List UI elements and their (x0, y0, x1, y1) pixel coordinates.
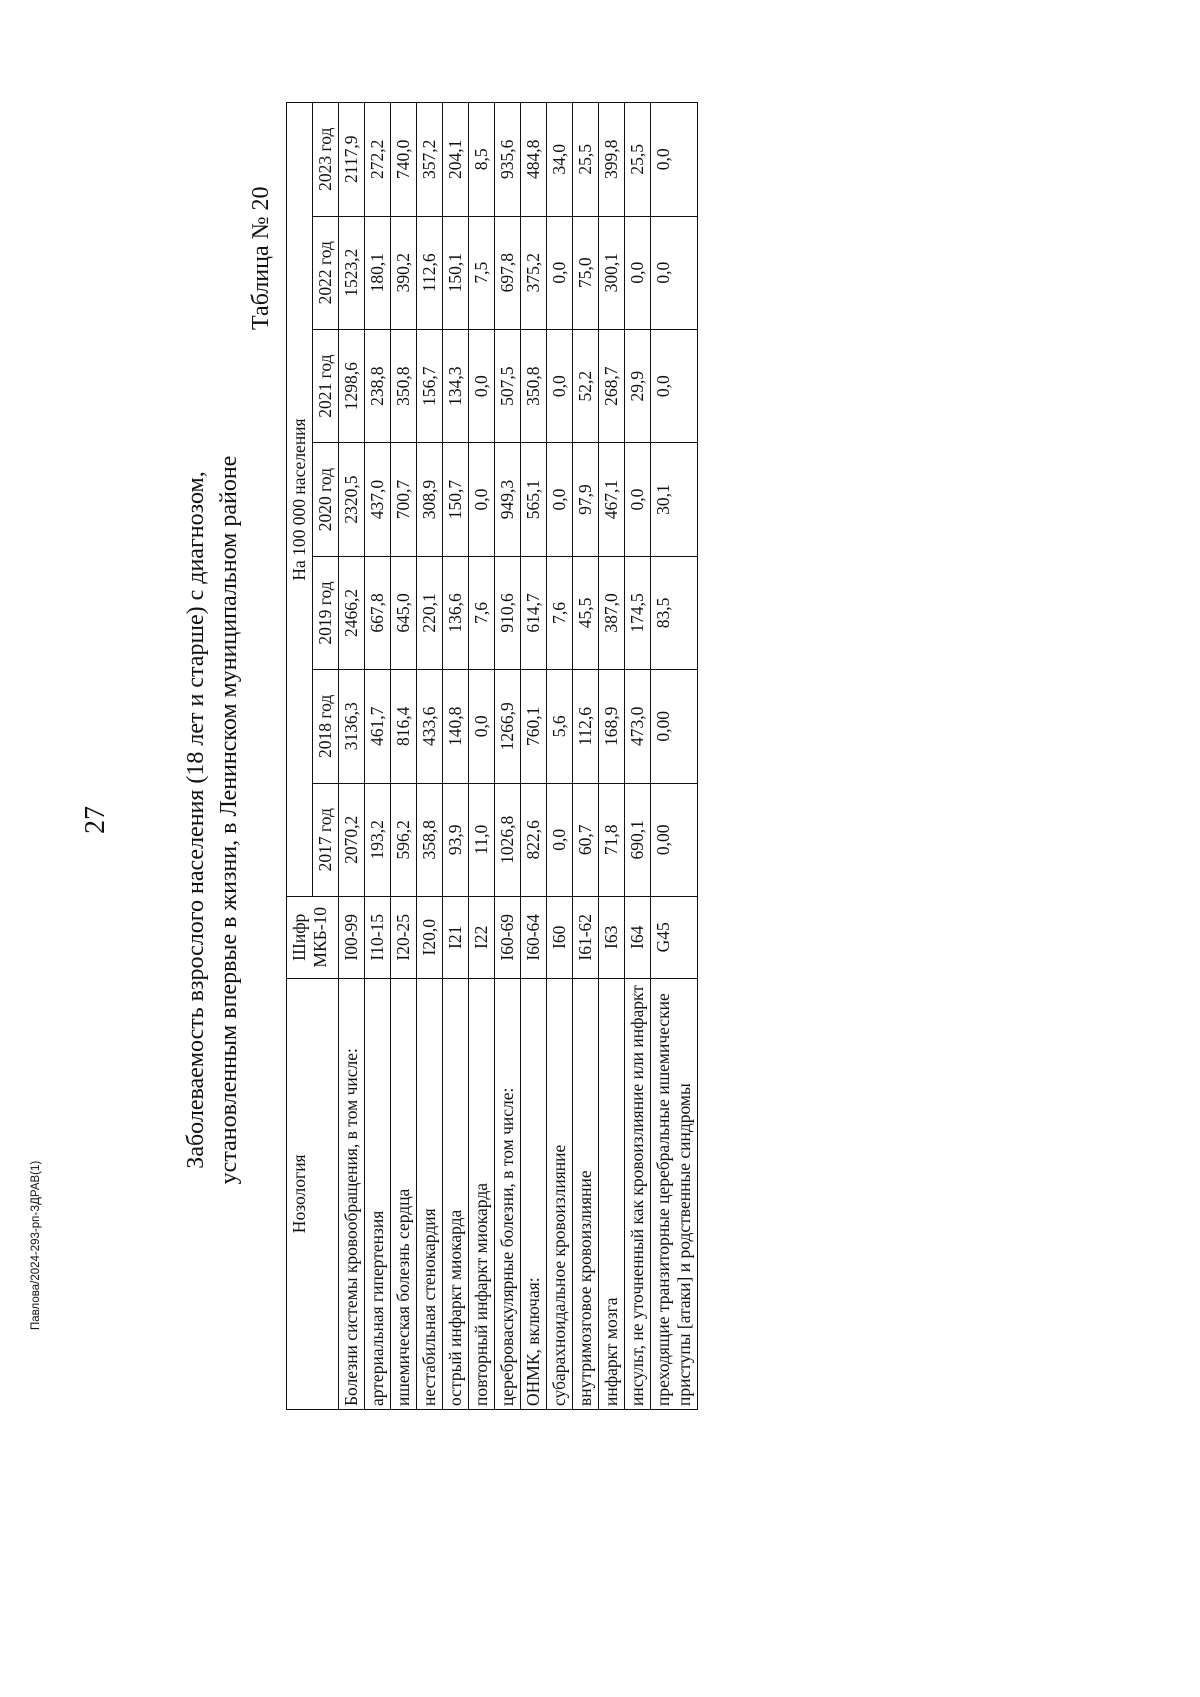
header-year: 2023 год (313, 103, 339, 217)
table-header-row-1 (287, 103, 313, 1410)
value-cell: 2466,2 (339, 556, 365, 669)
value-cell: 220,1 (417, 556, 443, 669)
value-cell: 168,9 (599, 670, 625, 783)
value-cell: 645,0 (391, 556, 417, 669)
rotated-page-content (80, 80, 900, 1490)
value-cell: 238,8 (365, 329, 391, 442)
table-row (599, 103, 625, 1410)
icd-code-cell: I64 (625, 896, 651, 978)
value-cell: 357,2 (417, 103, 443, 217)
value-cell: 2117,9 (339, 103, 365, 217)
value-cell: 112,6 (417, 216, 443, 329)
icd-code-cell: G45 (651, 896, 698, 978)
nosology-cell: ОНМК, включая: (521, 978, 547, 1409)
header-year: 2018 год (313, 670, 339, 783)
value-cell: 0,0 (547, 783, 573, 896)
value-cell: 174,5 (625, 556, 651, 669)
value-cell: 1266,9 (495, 670, 521, 783)
value-cell: 822,6 (521, 783, 547, 896)
value-cell: 433,6 (417, 670, 443, 783)
header-icd-code: Шифр МКБ-10 (287, 896, 339, 978)
header-year: 2020 год (313, 443, 339, 556)
header-year: 2021 год (313, 329, 339, 442)
header-per-100k: На 100 000 населения (287, 103, 313, 897)
value-cell: 272,2 (365, 103, 391, 217)
nosology-cell: внутримозговое кровоизлияние (573, 978, 599, 1409)
value-cell: 0,0 (625, 216, 651, 329)
value-cell: 760,1 (521, 670, 547, 783)
table-row (417, 103, 443, 1410)
value-cell: 268,7 (599, 329, 625, 442)
value-cell: 935,6 (495, 103, 521, 217)
value-cell: 0,0 (547, 329, 573, 442)
document-footer-code: Павлова/2024-293-рп-ЗДРАВ(1) (30, 1160, 42, 1330)
value-cell: 134,3 (443, 329, 469, 442)
value-cell: 0,00 (651, 783, 698, 896)
value-cell: 7,6 (547, 556, 573, 669)
table-caption: Таблица № 20 (248, 186, 274, 330)
value-cell: 0,0 (469, 670, 495, 783)
value-cell: 204,1 (443, 103, 469, 217)
value-cell: 461,7 (365, 670, 391, 783)
morbidity-table (286, 102, 698, 1410)
value-cell: 949,3 (495, 443, 521, 556)
value-cell: 71,8 (599, 783, 625, 896)
value-cell: 740,0 (391, 103, 417, 217)
value-cell: 60,7 (573, 783, 599, 896)
value-cell: 1298,6 (339, 329, 365, 442)
table-row (391, 103, 417, 1410)
value-cell: 2070,2 (339, 783, 365, 896)
value-cell: 399,8 (599, 103, 625, 217)
value-cell: 596,2 (391, 783, 417, 896)
nosology-cell: артериальная гипертензия (365, 978, 391, 1409)
value-cell: 0,0 (651, 329, 698, 442)
value-cell: 375,2 (521, 216, 547, 329)
value-cell: 816,4 (391, 670, 417, 783)
value-cell: 507,5 (495, 329, 521, 442)
value-cell: 0,0 (469, 329, 495, 442)
header-year: 2019 год (313, 556, 339, 669)
nosology-cell: цереброваскулярные болезни, в том числе: (495, 978, 521, 1409)
table-row (651, 103, 698, 1410)
value-cell: 910,6 (495, 556, 521, 669)
table-row (495, 103, 521, 1410)
nosology-cell: инсульт, не уточненный как кровоизлияние или инфаркт (625, 978, 651, 1409)
table-row (339, 103, 365, 1410)
nosology-cell: преходящие транзиторные церебральные ишемические приступы [атаки] и родственные синдромы (651, 978, 698, 1409)
value-cell: 45,5 (573, 556, 599, 669)
nosology-cell: ишемическая болезнь сердца (391, 978, 417, 1409)
value-cell: 350,8 (521, 329, 547, 442)
value-cell: 350,8 (391, 329, 417, 442)
value-cell: 7,6 (469, 556, 495, 669)
value-cell: 614,7 (521, 556, 547, 669)
value-cell: 29,9 (625, 329, 651, 442)
value-cell: 97,9 (573, 443, 599, 556)
icd-code-cell: I63 (599, 896, 625, 978)
table-body (339, 103, 698, 1410)
value-cell: 150,7 (443, 443, 469, 556)
value-cell: 93,9 (443, 783, 469, 896)
table-row (547, 103, 573, 1410)
value-cell: 25,5 (625, 103, 651, 217)
value-cell: 34,0 (547, 103, 573, 217)
document-title (180, 380, 246, 1260)
value-cell: 11,0 (469, 783, 495, 896)
value-cell: 30,1 (651, 443, 698, 556)
icd-code-cell: I22 (469, 896, 495, 978)
value-cell: 667,8 (365, 556, 391, 669)
table-row (573, 103, 599, 1410)
table-row (625, 103, 651, 1410)
nosology-cell: Болезни системы кровообращения, в том числе: (339, 978, 365, 1409)
nosology-cell: нестабильная стенокардия (417, 978, 443, 1409)
value-cell: 112,6 (573, 670, 599, 783)
value-cell: 83,5 (651, 556, 698, 669)
nosology-cell: повторный инфаркт миокарда (469, 978, 495, 1409)
icd-code-cell: I20-25 (391, 896, 417, 978)
value-cell: 8,5 (469, 103, 495, 217)
value-cell: 690,1 (625, 783, 651, 896)
table-row (521, 103, 547, 1410)
icd-code-cell: I61-62 (573, 896, 599, 978)
value-cell: 1523,2 (339, 216, 365, 329)
value-cell: 136,6 (443, 556, 469, 669)
title-line-1: Заболеваемость взрослого населения (18 лет и старше) с диагнозом, (183, 471, 209, 1169)
value-cell: 5,6 (547, 670, 573, 783)
table-row (443, 103, 469, 1410)
value-cell: 390,2 (391, 216, 417, 329)
value-cell: 387,0 (599, 556, 625, 669)
icd-code-cell: I21 (443, 896, 469, 978)
value-cell: 0,0 (547, 216, 573, 329)
value-cell: 52,2 (573, 329, 599, 442)
icd-code-cell: I60-64 (521, 896, 547, 978)
value-cell: 75,0 (573, 216, 599, 329)
value-cell: 2320,5 (339, 443, 365, 556)
value-cell: 565,1 (521, 443, 547, 556)
value-cell: 3136,3 (339, 670, 365, 783)
value-cell: 180,1 (365, 216, 391, 329)
icd-code-cell: I60-69 (495, 896, 521, 978)
value-cell: 308,9 (417, 443, 443, 556)
header-year: 2017 год (313, 783, 339, 896)
table-row (365, 103, 391, 1410)
icd-code-cell: I20,0 (417, 896, 443, 978)
nosology-cell: инфаркт мозга (599, 978, 625, 1409)
value-cell: 0,0 (469, 443, 495, 556)
icd-code-cell: I00-99 (339, 896, 365, 978)
value-cell: 700,7 (391, 443, 417, 556)
value-cell: 7,5 (469, 216, 495, 329)
table-row (469, 103, 495, 1410)
value-cell: 467,1 (599, 443, 625, 556)
value-cell: 1026,8 (495, 783, 521, 896)
title-line-2: установленным впервые в жизни, в Ленинском муниципальном районе (216, 455, 242, 1185)
value-cell: 437,0 (365, 443, 391, 556)
value-cell: 473,0 (625, 670, 651, 783)
value-cell: 0,0 (651, 103, 698, 217)
value-cell: 300,1 (599, 216, 625, 329)
value-cell: 156,7 (417, 329, 443, 442)
value-cell: 0,0 (651, 216, 698, 329)
value-cell: 484,8 (521, 103, 547, 217)
page-number: 27 (80, 806, 111, 834)
value-cell: 0,00 (651, 670, 698, 783)
value-cell: 0,0 (547, 443, 573, 556)
value-cell: 358,8 (417, 783, 443, 896)
value-cell: 193,2 (365, 783, 391, 896)
header-nosology: Нозология (287, 978, 339, 1409)
icd-code-cell: I10-15 (365, 896, 391, 978)
header-year: 2022 год (313, 216, 339, 329)
value-cell: 25,5 (573, 103, 599, 217)
value-cell: 0,0 (625, 443, 651, 556)
nosology-cell: субарахноидальное кровоизлияние (547, 978, 573, 1409)
value-cell: 150,1 (443, 216, 469, 329)
value-cell: 140,8 (443, 670, 469, 783)
icd-code-cell: I60 (547, 896, 573, 978)
value-cell: 697,8 (495, 216, 521, 329)
nosology-cell: острый инфаркт миокарда (443, 978, 469, 1409)
